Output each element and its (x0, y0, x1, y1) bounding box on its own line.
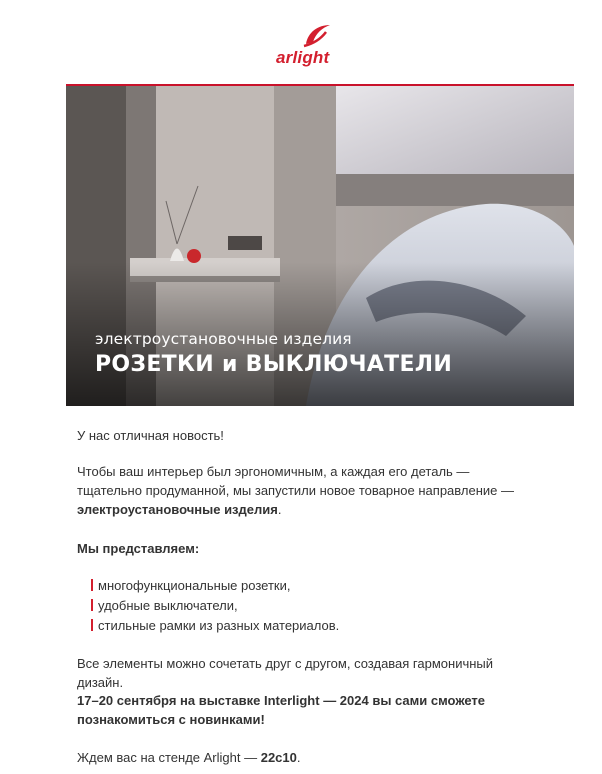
arlight-logo[interactable] (270, 22, 360, 70)
list-item (91, 616, 339, 636)
para1-text: Чтобы ваш интерьер был эргономичным, а каждая его деталь — тщательно продуманной, мы запустили новое товарное направление — (77, 464, 514, 498)
hero-subtitle: электроустановочные изделия (95, 330, 352, 348)
logo-wordmark: arlight (276, 48, 330, 67)
list-item-label: стильные рамки из разных материалов. (98, 618, 340, 633)
bullet-bar-icon (91, 579, 93, 591)
intro-paragraph (77, 462, 532, 519)
hero-banner[interactable] (66, 86, 574, 406)
bullet-bar-icon (91, 619, 93, 631)
para1-end: . (277, 502, 282, 517)
hero-title: РОЗЕТКИ и ВЫКЛЮЧАТЕЛИ (95, 352, 453, 377)
wait-text: Ждем вас на стенде Arlight — (77, 750, 261, 765)
list-item (91, 596, 339, 616)
list-item (91, 576, 339, 596)
para1-bold: электроустановочные изделия (77, 502, 278, 517)
combine-text: Все элементы можно сочетать друг с другом, создавая гармоничный дизайн. (77, 656, 494, 690)
list-item-label: многофункциональные розетки, (98, 578, 291, 593)
list-item-label: удобные выключатели, (98, 598, 238, 613)
stand-number: 22с10 (260, 750, 297, 765)
logo-swoosh-icon (302, 22, 332, 48)
exhibition-dates: 17–20 сентября на выставке Interlight — 2024 вы сами сможете познакомиться с новинками! (77, 693, 486, 727)
intro-text: У нас отличная новость! (77, 428, 224, 443)
wait-end: . (296, 750, 301, 765)
bullet-bar-icon (91, 599, 93, 611)
present-heading: Мы представляем: (77, 541, 200, 556)
product-list (91, 576, 339, 636)
stand-invite (77, 748, 301, 767)
email-header (0, 0, 602, 84)
